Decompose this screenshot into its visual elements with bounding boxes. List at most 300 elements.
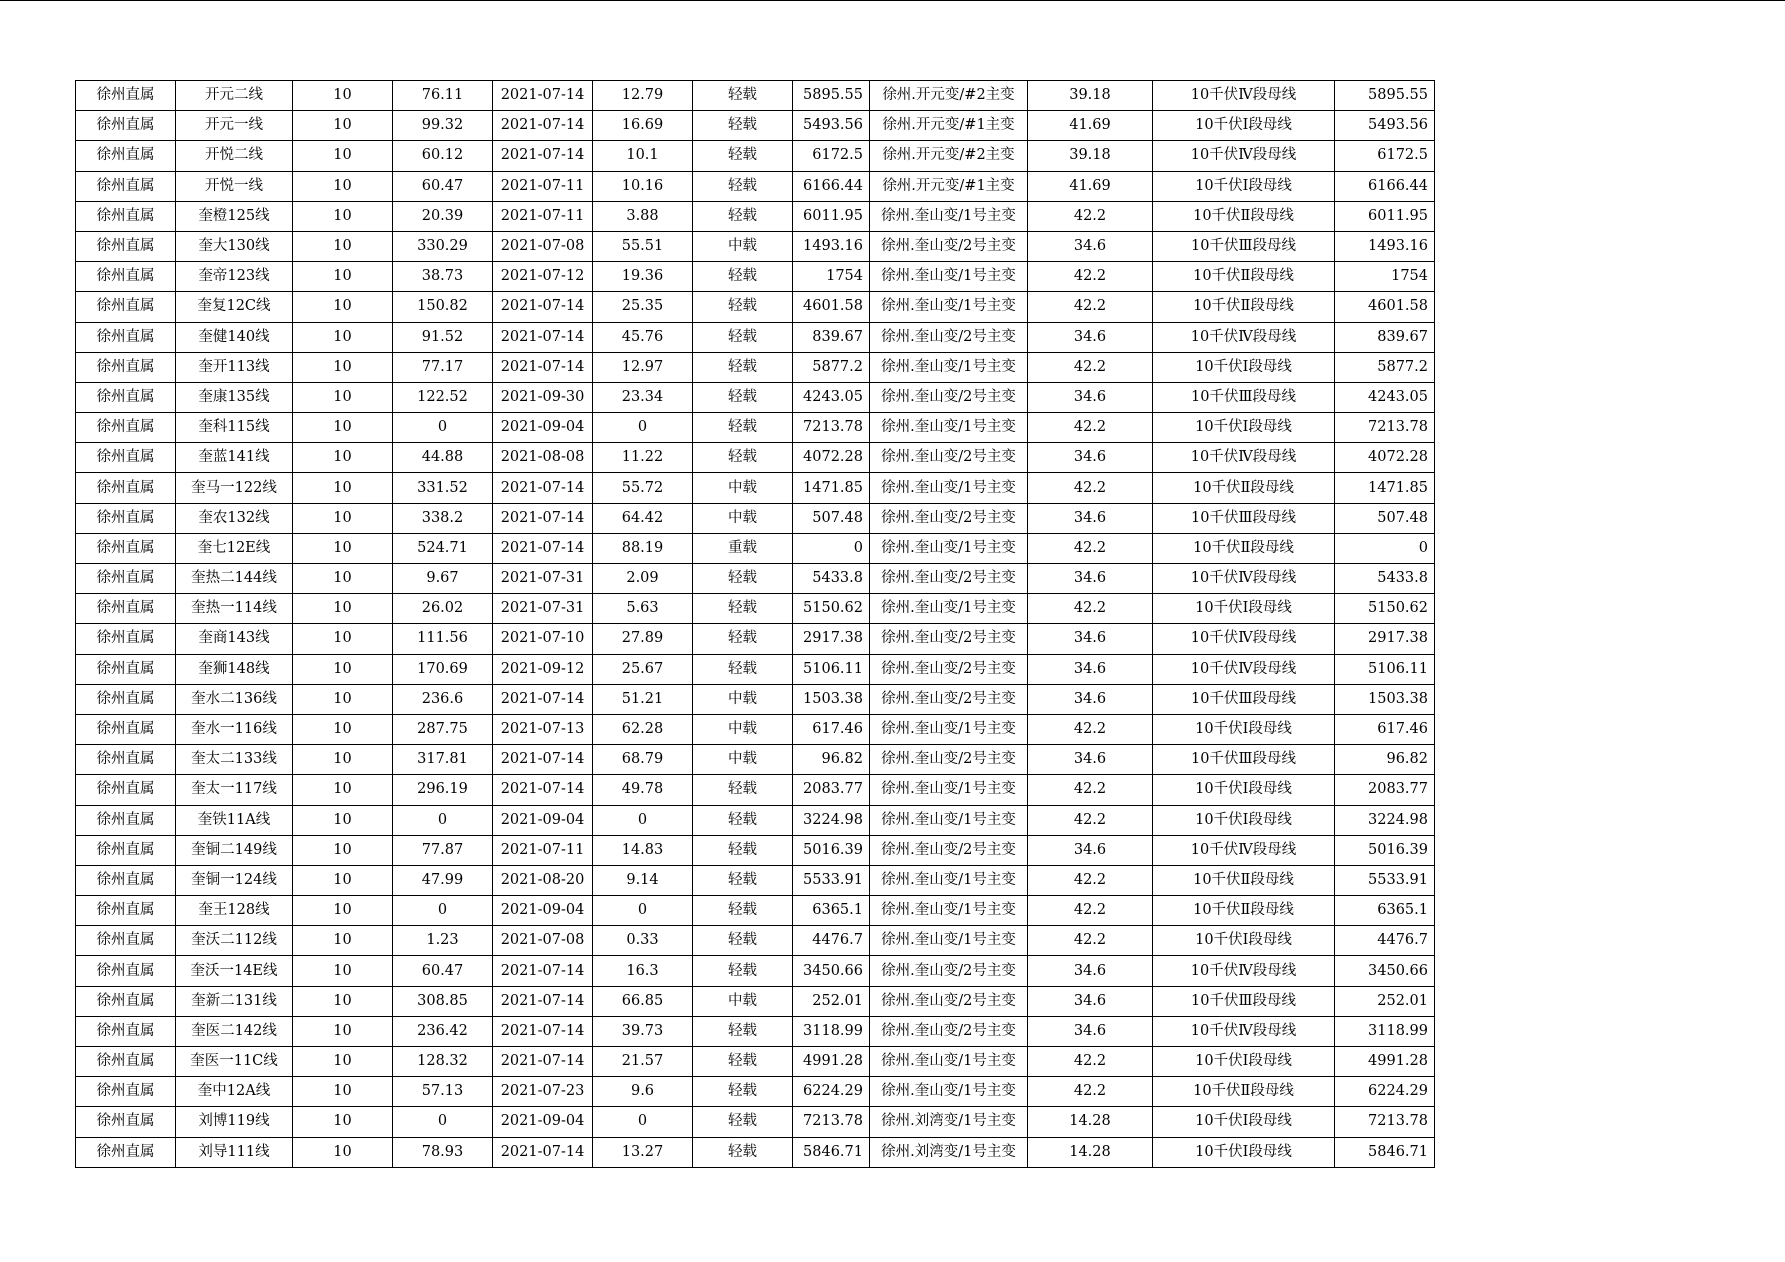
capacity-cell: 3224.98 (1335, 805, 1435, 835)
available-capacity-cell: 4476.7 (793, 926, 870, 956)
load-status-cell: 轻载 (693, 111, 793, 141)
current-cell: 20.39 (393, 201, 493, 231)
available-capacity-cell: 507.48 (793, 503, 870, 533)
transformer-cell: 徐州.奎山变/1号主变 (870, 865, 1028, 895)
transformer-load-cell: 42.2 (1028, 775, 1153, 805)
date-cell: 2021-07-08 (493, 231, 593, 261)
capacity-cell: 7213.78 (1335, 413, 1435, 443)
bus-section-cell: 10千伏Ⅳ段母线 (1153, 564, 1335, 594)
transformer-load-cell: 42.2 (1028, 805, 1153, 835)
load-rate-cell: 0 (593, 1107, 693, 1137)
transformer-load-cell: 34.6 (1028, 231, 1153, 261)
transformer-cell: 徐州.奎山变/2号主变 (870, 382, 1028, 412)
load-status-cell: 轻载 (693, 1047, 793, 1077)
bus-section-cell: 10千伏Ⅱ段母线 (1153, 1077, 1335, 1107)
table-row (76, 835, 1435, 865)
voltage-cell: 10 (293, 141, 393, 171)
table-row (76, 1107, 1435, 1137)
unit-cell: 徐州直属 (76, 443, 176, 473)
voltage-cell: 10 (293, 835, 393, 865)
load-rate-cell: 55.51 (593, 231, 693, 261)
date-cell: 2021-07-11 (493, 171, 593, 201)
table-row (76, 473, 1435, 503)
line-name-cell: 奎复12C线 (176, 292, 293, 322)
available-capacity-cell: 0 (793, 533, 870, 563)
date-cell: 2021-09-04 (493, 896, 593, 926)
date-cell: 2021-07-14 (493, 745, 593, 775)
current-cell: 317.81 (393, 745, 493, 775)
available-capacity-cell: 5895.55 (793, 81, 870, 111)
line-name-cell: 刘博119线 (176, 1107, 293, 1137)
unit-cell: 徐州直属 (76, 111, 176, 141)
line-name-cell: 奎狮148线 (176, 654, 293, 684)
transformer-cell: 徐州.奎山变/1号主变 (870, 926, 1028, 956)
load-rate-cell: 0 (593, 413, 693, 443)
transformer-cell: 徐州.奎山变/1号主变 (870, 775, 1028, 805)
capacity-cell: 2083.77 (1335, 775, 1435, 805)
voltage-cell: 10 (293, 624, 393, 654)
unit-cell: 徐州直属 (76, 171, 176, 201)
current-cell: 60.47 (393, 956, 493, 986)
unit-cell: 徐州直属 (76, 413, 176, 443)
voltage-cell: 10 (293, 81, 393, 111)
transformer-load-cell: 42.2 (1028, 1047, 1153, 1077)
table-row (76, 1077, 1435, 1107)
line-name-cell: 奎商143线 (176, 624, 293, 654)
transformer-cell: 徐州.开元变/#2主变 (870, 141, 1028, 171)
table-row (76, 956, 1435, 986)
table-row (76, 684, 1435, 714)
date-cell: 2021-07-12 (493, 262, 593, 292)
unit-cell: 徐州直属 (76, 231, 176, 261)
bus-section-cell: 10千伏Ⅰ段母线 (1153, 926, 1335, 956)
voltage-cell: 10 (293, 805, 393, 835)
unit-cell: 徐州直属 (76, 926, 176, 956)
load-status-cell: 中载 (693, 231, 793, 261)
transformer-cell: 徐州.奎山变/1号主变 (870, 896, 1028, 926)
load-status-cell: 轻载 (693, 654, 793, 684)
current-cell: 331.52 (393, 473, 493, 503)
date-cell: 2021-07-31 (493, 594, 593, 624)
available-capacity-cell: 5433.8 (793, 564, 870, 594)
capacity-cell: 5016.39 (1335, 835, 1435, 865)
voltage-cell: 10 (293, 564, 393, 594)
transformer-load-cell: 34.6 (1028, 835, 1153, 865)
available-capacity-cell: 1471.85 (793, 473, 870, 503)
bus-section-cell: 10千伏Ⅱ段母线 (1153, 865, 1335, 895)
date-cell: 2021-07-14 (493, 503, 593, 533)
load-status-cell: 中载 (693, 473, 793, 503)
voltage-cell: 10 (293, 775, 393, 805)
voltage-cell: 10 (293, 594, 393, 624)
transformer-cell: 徐州.奎山变/1号主变 (870, 714, 1028, 744)
unit-cell: 徐州直属 (76, 654, 176, 684)
capacity-cell: 0 (1335, 533, 1435, 563)
current-cell: 1.23 (393, 926, 493, 956)
transformer-load-cell: 42.2 (1028, 594, 1153, 624)
table-row (76, 81, 1435, 111)
table-row (76, 111, 1435, 141)
capacity-cell: 507.48 (1335, 503, 1435, 533)
load-status-cell: 轻载 (693, 835, 793, 865)
capacity-cell: 1493.16 (1335, 231, 1435, 261)
line-name-cell: 奎王128线 (176, 896, 293, 926)
date-cell: 2021-07-14 (493, 352, 593, 382)
line-name-cell: 奎太一117线 (176, 775, 293, 805)
voltage-cell: 10 (293, 413, 393, 443)
table-row (76, 322, 1435, 352)
capacity-cell: 6365.1 (1335, 896, 1435, 926)
line-name-cell: 奎铁11A线 (176, 805, 293, 835)
available-capacity-cell: 6166.44 (793, 171, 870, 201)
voltage-cell: 10 (293, 896, 393, 926)
voltage-cell: 10 (293, 292, 393, 322)
transformer-load-cell: 42.2 (1028, 292, 1153, 322)
load-status-cell: 轻载 (693, 926, 793, 956)
voltage-cell: 10 (293, 1137, 393, 1167)
table-row (76, 624, 1435, 654)
load-rate-cell: 5.63 (593, 594, 693, 624)
capacity-cell: 617.46 (1335, 714, 1435, 744)
current-cell: 0 (393, 1107, 493, 1137)
transformer-cell: 徐州.奎山变/1号主变 (870, 1077, 1028, 1107)
transformer-load-cell: 34.6 (1028, 654, 1153, 684)
available-capacity-cell: 5150.62 (793, 594, 870, 624)
load-rate-cell: 25.67 (593, 654, 693, 684)
table-row (76, 141, 1435, 171)
transformer-load-cell: 34.6 (1028, 564, 1153, 594)
available-capacity-cell: 7213.78 (793, 413, 870, 443)
load-rate-cell: 14.83 (593, 835, 693, 865)
voltage-cell: 10 (293, 926, 393, 956)
voltage-cell: 10 (293, 533, 393, 563)
available-capacity-cell: 4072.28 (793, 443, 870, 473)
current-cell: 47.99 (393, 865, 493, 895)
unit-cell: 徐州直属 (76, 201, 176, 231)
load-rate-cell: 23.34 (593, 382, 693, 412)
capacity-cell: 5877.2 (1335, 352, 1435, 382)
current-cell: 78.93 (393, 1137, 493, 1167)
unit-cell: 徐州直属 (76, 835, 176, 865)
load-status-cell: 中载 (693, 745, 793, 775)
unit-cell: 徐州直属 (76, 714, 176, 744)
bus-section-cell: 10千伏Ⅰ段母线 (1153, 714, 1335, 744)
bus-section-cell: 10千伏Ⅳ段母线 (1153, 1016, 1335, 1046)
current-cell: 236.42 (393, 1016, 493, 1046)
load-status-cell: 轻载 (693, 262, 793, 292)
voltage-cell: 10 (293, 956, 393, 986)
date-cell: 2021-07-11 (493, 835, 593, 865)
line-name-cell: 奎铜一124线 (176, 865, 293, 895)
unit-cell: 徐州直属 (76, 322, 176, 352)
unit-cell: 徐州直属 (76, 865, 176, 895)
table-row (76, 745, 1435, 775)
unit-cell: 徐州直属 (76, 1107, 176, 1137)
bus-section-cell: 10千伏Ⅰ段母线 (1153, 171, 1335, 201)
voltage-cell: 10 (293, 1016, 393, 1046)
available-capacity-cell: 5877.2 (793, 352, 870, 382)
capacity-cell: 3118.99 (1335, 1016, 1435, 1046)
capacity-cell: 5493.56 (1335, 111, 1435, 141)
transformer-load-cell: 42.2 (1028, 413, 1153, 443)
transformer-load-cell: 34.6 (1028, 624, 1153, 654)
voltage-cell: 10 (293, 262, 393, 292)
voltage-cell: 10 (293, 473, 393, 503)
transformer-load-cell: 39.18 (1028, 81, 1153, 111)
transformer-load-cell: 34.6 (1028, 382, 1153, 412)
load-status-cell: 中载 (693, 503, 793, 533)
date-cell: 2021-07-23 (493, 1077, 593, 1107)
transformer-cell: 徐州.奎山变/1号主变 (870, 201, 1028, 231)
table-row (76, 865, 1435, 895)
current-cell: 296.19 (393, 775, 493, 805)
current-cell: 60.12 (393, 141, 493, 171)
bus-section-cell: 10千伏Ⅱ段母线 (1153, 533, 1335, 563)
bus-section-cell: 10千伏Ⅰ段母线 (1153, 1107, 1335, 1137)
available-capacity-cell: 5533.91 (793, 865, 870, 895)
load-rate-cell: 9.6 (593, 1077, 693, 1107)
available-capacity-cell: 1493.16 (793, 231, 870, 261)
available-capacity-cell: 5846.71 (793, 1137, 870, 1167)
line-name-cell: 奎大130线 (176, 231, 293, 261)
load-rate-cell: 16.3 (593, 956, 693, 986)
transformer-cell: 徐州.奎山变/2号主变 (870, 322, 1028, 352)
available-capacity-cell: 6172.5 (793, 141, 870, 171)
load-status-cell: 轻载 (693, 1137, 793, 1167)
line-name-cell: 奎太二133线 (176, 745, 293, 775)
current-cell: 330.29 (393, 231, 493, 261)
line-name-cell: 奎橙125线 (176, 201, 293, 231)
transformer-cell: 徐州.奎山变/2号主变 (870, 1016, 1028, 1046)
unit-cell: 徐州直属 (76, 352, 176, 382)
available-capacity-cell: 3224.98 (793, 805, 870, 835)
bus-section-cell: 10千伏Ⅳ段母线 (1153, 141, 1335, 171)
table-row (76, 1137, 1435, 1167)
date-cell: 2021-07-10 (493, 624, 593, 654)
load-rate-cell: 66.85 (593, 986, 693, 1016)
transformer-cell: 徐州.奎山变/2号主变 (870, 684, 1028, 714)
load-rate-cell: 10.1 (593, 141, 693, 171)
date-cell: 2021-07-31 (493, 564, 593, 594)
bus-section-cell: 10千伏Ⅲ段母线 (1153, 684, 1335, 714)
transformer-cell: 徐州.奎山变/2号主变 (870, 231, 1028, 261)
table-row (76, 352, 1435, 382)
voltage-cell: 10 (293, 322, 393, 352)
transformer-load-cell: 42.2 (1028, 352, 1153, 382)
date-cell: 2021-07-14 (493, 1016, 593, 1046)
load-status-cell: 轻载 (693, 382, 793, 412)
unit-cell: 徐州直属 (76, 1047, 176, 1077)
load-rate-cell: 88.19 (593, 533, 693, 563)
transformer-cell: 徐州.奎山变/2号主变 (870, 835, 1028, 865)
transformer-cell: 徐州.奎山变/1号主变 (870, 352, 1028, 382)
date-cell: 2021-07-14 (493, 322, 593, 352)
current-cell: 236.6 (393, 684, 493, 714)
date-cell: 2021-07-14 (493, 1047, 593, 1077)
transformer-cell: 徐州.奎山变/1号主变 (870, 533, 1028, 563)
date-cell: 2021-07-13 (493, 714, 593, 744)
current-cell: 308.85 (393, 986, 493, 1016)
load-rate-cell: 64.42 (593, 503, 693, 533)
unit-cell: 徐州直属 (76, 624, 176, 654)
capacity-cell: 839.67 (1335, 322, 1435, 352)
load-status-cell: 轻载 (693, 1077, 793, 1107)
date-cell: 2021-07-14 (493, 775, 593, 805)
load-status-cell: 轻载 (693, 956, 793, 986)
current-cell: 26.02 (393, 594, 493, 624)
bus-section-cell: 10千伏Ⅳ段母线 (1153, 835, 1335, 865)
load-status-cell: 轻载 (693, 624, 793, 654)
available-capacity-cell: 252.01 (793, 986, 870, 1016)
load-status-cell: 轻载 (693, 81, 793, 111)
transformer-cell: 徐州.奎山变/2号主变 (870, 503, 1028, 533)
bus-section-cell: 10千伏Ⅳ段母线 (1153, 81, 1335, 111)
current-cell: 91.52 (393, 322, 493, 352)
current-cell: 0 (393, 413, 493, 443)
available-capacity-cell: 6365.1 (793, 896, 870, 926)
transformer-cell: 徐州.开元变/#1主变 (870, 111, 1028, 141)
available-capacity-cell: 4243.05 (793, 382, 870, 412)
bus-section-cell: 10千伏Ⅱ段母线 (1153, 292, 1335, 322)
line-name-cell: 奎蓝141线 (176, 443, 293, 473)
load-status-cell: 轻载 (693, 896, 793, 926)
bus-section-cell: 10千伏Ⅲ段母线 (1153, 986, 1335, 1016)
table-row (76, 231, 1435, 261)
available-capacity-cell: 6224.29 (793, 1077, 870, 1107)
date-cell: 2021-07-14 (493, 986, 593, 1016)
capacity-cell: 6011.95 (1335, 201, 1435, 231)
table-row (76, 262, 1435, 292)
line-name-cell: 奎沃一14E线 (176, 956, 293, 986)
table-row (76, 201, 1435, 231)
table-row (76, 594, 1435, 624)
available-capacity-cell: 1503.38 (793, 684, 870, 714)
available-capacity-cell: 6011.95 (793, 201, 870, 231)
table-row (76, 1047, 1435, 1077)
table-row (76, 292, 1435, 322)
date-cell: 2021-09-30 (493, 382, 593, 412)
load-rate-cell: 3.88 (593, 201, 693, 231)
line-name-cell: 奎热二144线 (176, 564, 293, 594)
line-name-cell: 奎科115线 (176, 413, 293, 443)
unit-cell: 徐州直属 (76, 986, 176, 1016)
load-status-cell: 轻载 (693, 352, 793, 382)
voltage-cell: 10 (293, 503, 393, 533)
load-rate-cell: 0 (593, 896, 693, 926)
current-cell: 77.87 (393, 835, 493, 865)
load-rate-cell: 19.36 (593, 262, 693, 292)
capacity-cell: 252.01 (1335, 986, 1435, 1016)
line-name-cell: 奎水一116线 (176, 714, 293, 744)
available-capacity-cell: 2917.38 (793, 624, 870, 654)
voltage-cell: 10 (293, 714, 393, 744)
line-name-cell: 奎新二131线 (176, 986, 293, 1016)
unit-cell: 徐州直属 (76, 503, 176, 533)
voltage-cell: 10 (293, 443, 393, 473)
capacity-cell: 5150.62 (1335, 594, 1435, 624)
bus-section-cell: 10千伏Ⅲ段母线 (1153, 745, 1335, 775)
current-cell: 122.52 (393, 382, 493, 412)
line-name-cell: 开元一线 (176, 111, 293, 141)
load-status-cell: 轻载 (693, 1016, 793, 1046)
unit-cell: 徐州直属 (76, 1016, 176, 1046)
load-rate-cell: 9.14 (593, 865, 693, 895)
load-status-cell: 轻载 (693, 775, 793, 805)
load-rate-cell: 27.89 (593, 624, 693, 654)
available-capacity-cell: 2083.77 (793, 775, 870, 805)
bus-section-cell: 10千伏Ⅱ段母线 (1153, 201, 1335, 231)
table-row (76, 413, 1435, 443)
bus-section-cell: 10千伏Ⅰ段母线 (1153, 352, 1335, 382)
line-name-cell: 奎农132线 (176, 503, 293, 533)
voltage-cell: 10 (293, 111, 393, 141)
voltage-cell: 10 (293, 171, 393, 201)
transformer-load-cell: 42.2 (1028, 262, 1153, 292)
load-status-cell: 轻载 (693, 1107, 793, 1137)
unit-cell: 徐州直属 (76, 745, 176, 775)
transformer-cell: 徐州.奎山变/1号主变 (870, 413, 1028, 443)
transformer-cell: 徐州.刘湾变/1号主变 (870, 1107, 1028, 1137)
transformer-load-cell: 42.2 (1028, 533, 1153, 563)
transformer-load-cell: 39.18 (1028, 141, 1153, 171)
load-status-cell: 轻载 (693, 865, 793, 895)
transformer-load-cell: 42.2 (1028, 201, 1153, 231)
capacity-cell: 7213.78 (1335, 1107, 1435, 1137)
date-cell: 2021-07-14 (493, 1137, 593, 1167)
line-name-cell: 奎热一114线 (176, 594, 293, 624)
transformer-cell: 徐州.奎山变/1号主变 (870, 1047, 1028, 1077)
date-cell: 2021-07-14 (493, 292, 593, 322)
voltage-cell: 10 (293, 1107, 393, 1137)
transformer-cell: 徐州.奎山变/1号主变 (870, 594, 1028, 624)
capacity-cell: 5895.55 (1335, 81, 1435, 111)
current-cell: 9.67 (393, 564, 493, 594)
capacity-cell: 5433.8 (1335, 564, 1435, 594)
transformer-load-cell: 41.69 (1028, 171, 1153, 201)
available-capacity-cell: 3118.99 (793, 1016, 870, 1046)
unit-cell: 徐州直属 (76, 805, 176, 835)
current-cell: 76.11 (393, 81, 493, 111)
available-capacity-cell: 617.46 (793, 714, 870, 744)
load-rate-cell: 25.35 (593, 292, 693, 322)
transformer-load-cell: 41.69 (1028, 111, 1153, 141)
load-rate-cell: 68.79 (593, 745, 693, 775)
unit-cell: 徐州直属 (76, 896, 176, 926)
current-cell: 77.17 (393, 352, 493, 382)
available-capacity-cell: 96.82 (793, 745, 870, 775)
transformer-load-cell: 14.28 (1028, 1107, 1153, 1137)
current-cell: 0 (393, 896, 493, 926)
load-rate-cell: 39.73 (593, 1016, 693, 1046)
line-name-cell: 开悦二线 (176, 141, 293, 171)
bus-section-cell: 10千伏Ⅱ段母线 (1153, 896, 1335, 926)
current-cell: 0 (393, 805, 493, 835)
capacity-cell: 6224.29 (1335, 1077, 1435, 1107)
capacity-cell: 4072.28 (1335, 443, 1435, 473)
current-cell: 38.73 (393, 262, 493, 292)
capacity-cell: 96.82 (1335, 745, 1435, 775)
transformer-cell: 徐州.奎山变/2号主变 (870, 654, 1028, 684)
transformer-load-cell: 34.6 (1028, 322, 1153, 352)
unit-cell: 徐州直属 (76, 775, 176, 805)
transformer-load-cell: 42.2 (1028, 926, 1153, 956)
bus-section-cell: 10千伏Ⅱ段母线 (1153, 262, 1335, 292)
transformer-cell: 徐州.奎山变/1号主变 (870, 473, 1028, 503)
table-body (76, 81, 1435, 1168)
capacity-cell: 1503.38 (1335, 684, 1435, 714)
unit-cell: 徐州直属 (76, 956, 176, 986)
voltage-cell: 10 (293, 865, 393, 895)
